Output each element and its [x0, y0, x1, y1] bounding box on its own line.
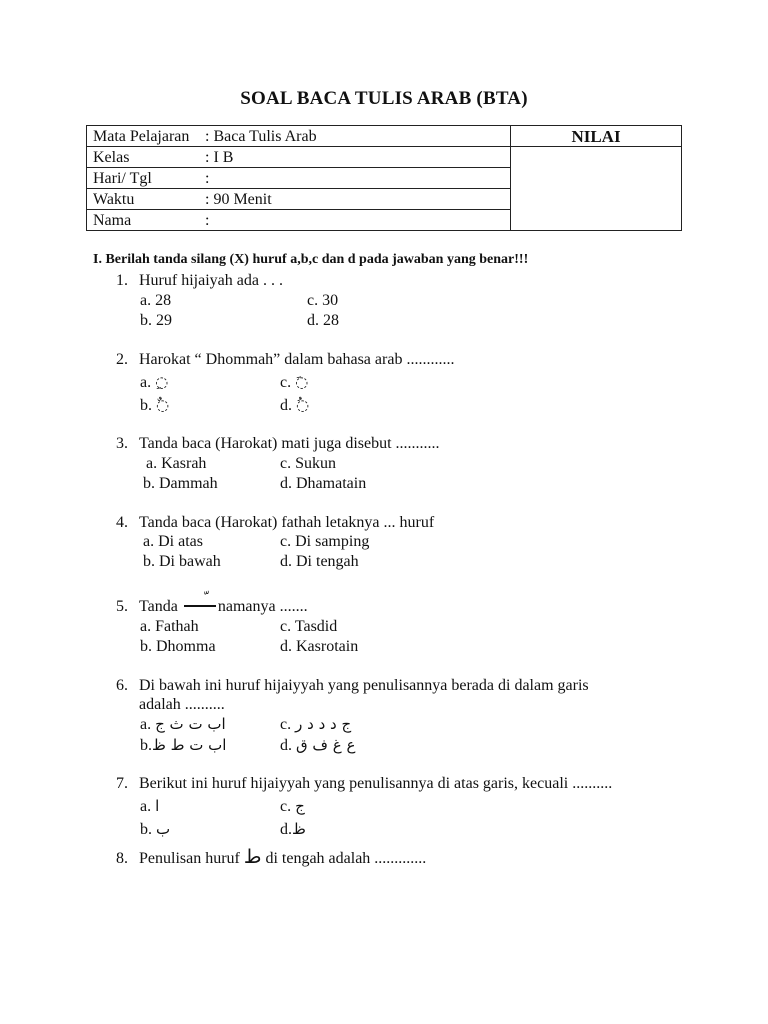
- q5-option-c: c. Tasdid: [280, 618, 338, 635]
- q6-option-c: c. ج د د د ر: [280, 715, 352, 733]
- info-row-name: Nama :: [87, 210, 511, 231]
- student-info-table: [86, 125, 682, 231]
- info-row-class: Kelas : I B: [87, 147, 511, 168]
- q7-option-d: d.ظ: [280, 820, 306, 838]
- q3-option-a: a. Kasrah: [146, 455, 207, 472]
- question-3: 3. Tanda baca (Harokat) mati juga disebut ...........: [116, 435, 440, 452]
- q5-option-a: a. Fathah: [140, 618, 199, 635]
- q2-option-c: c. ◌َ: [280, 373, 309, 391]
- info-row-date: Hari/ Tgl :: [87, 168, 511, 189]
- q4-option-b: b. Di bawah: [143, 553, 221, 570]
- q4-option-a: a. Di atas: [143, 533, 203, 550]
- tasydid-line: [184, 605, 216, 607]
- q4-option-d: d. Di tengah: [280, 553, 359, 570]
- q5-option-d: d. Kasrotain: [280, 638, 359, 655]
- question-6: 6. Di bawah ini huruf hijaiyyah yang penulisannya berada di dalam garis: [116, 677, 589, 694]
- q1-option-b: b. 29: [140, 312, 172, 329]
- question-4: 4. Tanda baca (Harokat) fathah letaknya ... huruf: [116, 514, 435, 531]
- nilai-score-box: [511, 147, 682, 231]
- q3-option-b: b. Dammah: [143, 475, 218, 492]
- info-row-subject: Mata Pelajaran : Baca Tulis Arab: [87, 126, 511, 147]
- q6-option-b: b.اب ت ط ظ: [140, 736, 227, 754]
- q2-option-d: d. ◌ُ: [280, 396, 310, 414]
- q6-option-d: d. ع غ ف ق: [280, 736, 356, 754]
- page-title: SOAL BACA TULIS ARAB (BTA): [240, 88, 528, 109]
- q5-option-b: b. Dhomma: [140, 638, 216, 655]
- question-1: 1. Huruf hijaiyah ada . . .: [116, 272, 283, 289]
- info-row-time: Waktu : 90 Menit: [87, 189, 511, 210]
- question-5: 5. Tanda namanya .......: [116, 598, 308, 615]
- section-instruction: I. Berilah tanda silang (X) huruf a,b,c dan d pada jawaban yang benar!!!: [93, 252, 529, 267]
- q3-option-d: d. Dhamatain: [280, 475, 367, 492]
- question-7: 7. Berikut ini huruf hijaiyyah yang penulisannya di atas garis, kecuali ..........: [116, 775, 613, 792]
- q3-option-c: c. Sukun: [280, 455, 336, 472]
- q4-option-c: c. Di samping: [280, 533, 370, 550]
- q7-option-b: b. ب: [140, 820, 171, 838]
- q1-option-c: c. 30: [307, 292, 339, 309]
- q1-option-a: a. 28: [140, 292, 172, 309]
- q2-option-a: a. ◌ِ: [140, 373, 169, 391]
- nilai-header: NILAI: [511, 126, 682, 147]
- question-8: 8. Penulisan huruf ط di tengah adalah .............: [116, 846, 427, 868]
- q6-option-a: a. اب ت ث ج: [140, 715, 226, 733]
- question-2: 2. Harokat “ Dhommah” dalam bahasa arab ............: [116, 351, 455, 368]
- question-6-continued: adalah ..........: [139, 696, 225, 713]
- q7-option-a: a. ا: [140, 797, 160, 815]
- q2-option-b: b. ◌ٌ: [140, 396, 170, 414]
- q1-option-d: d. 28: [307, 312, 339, 329]
- q7-option-c: c. ج: [280, 797, 305, 815]
